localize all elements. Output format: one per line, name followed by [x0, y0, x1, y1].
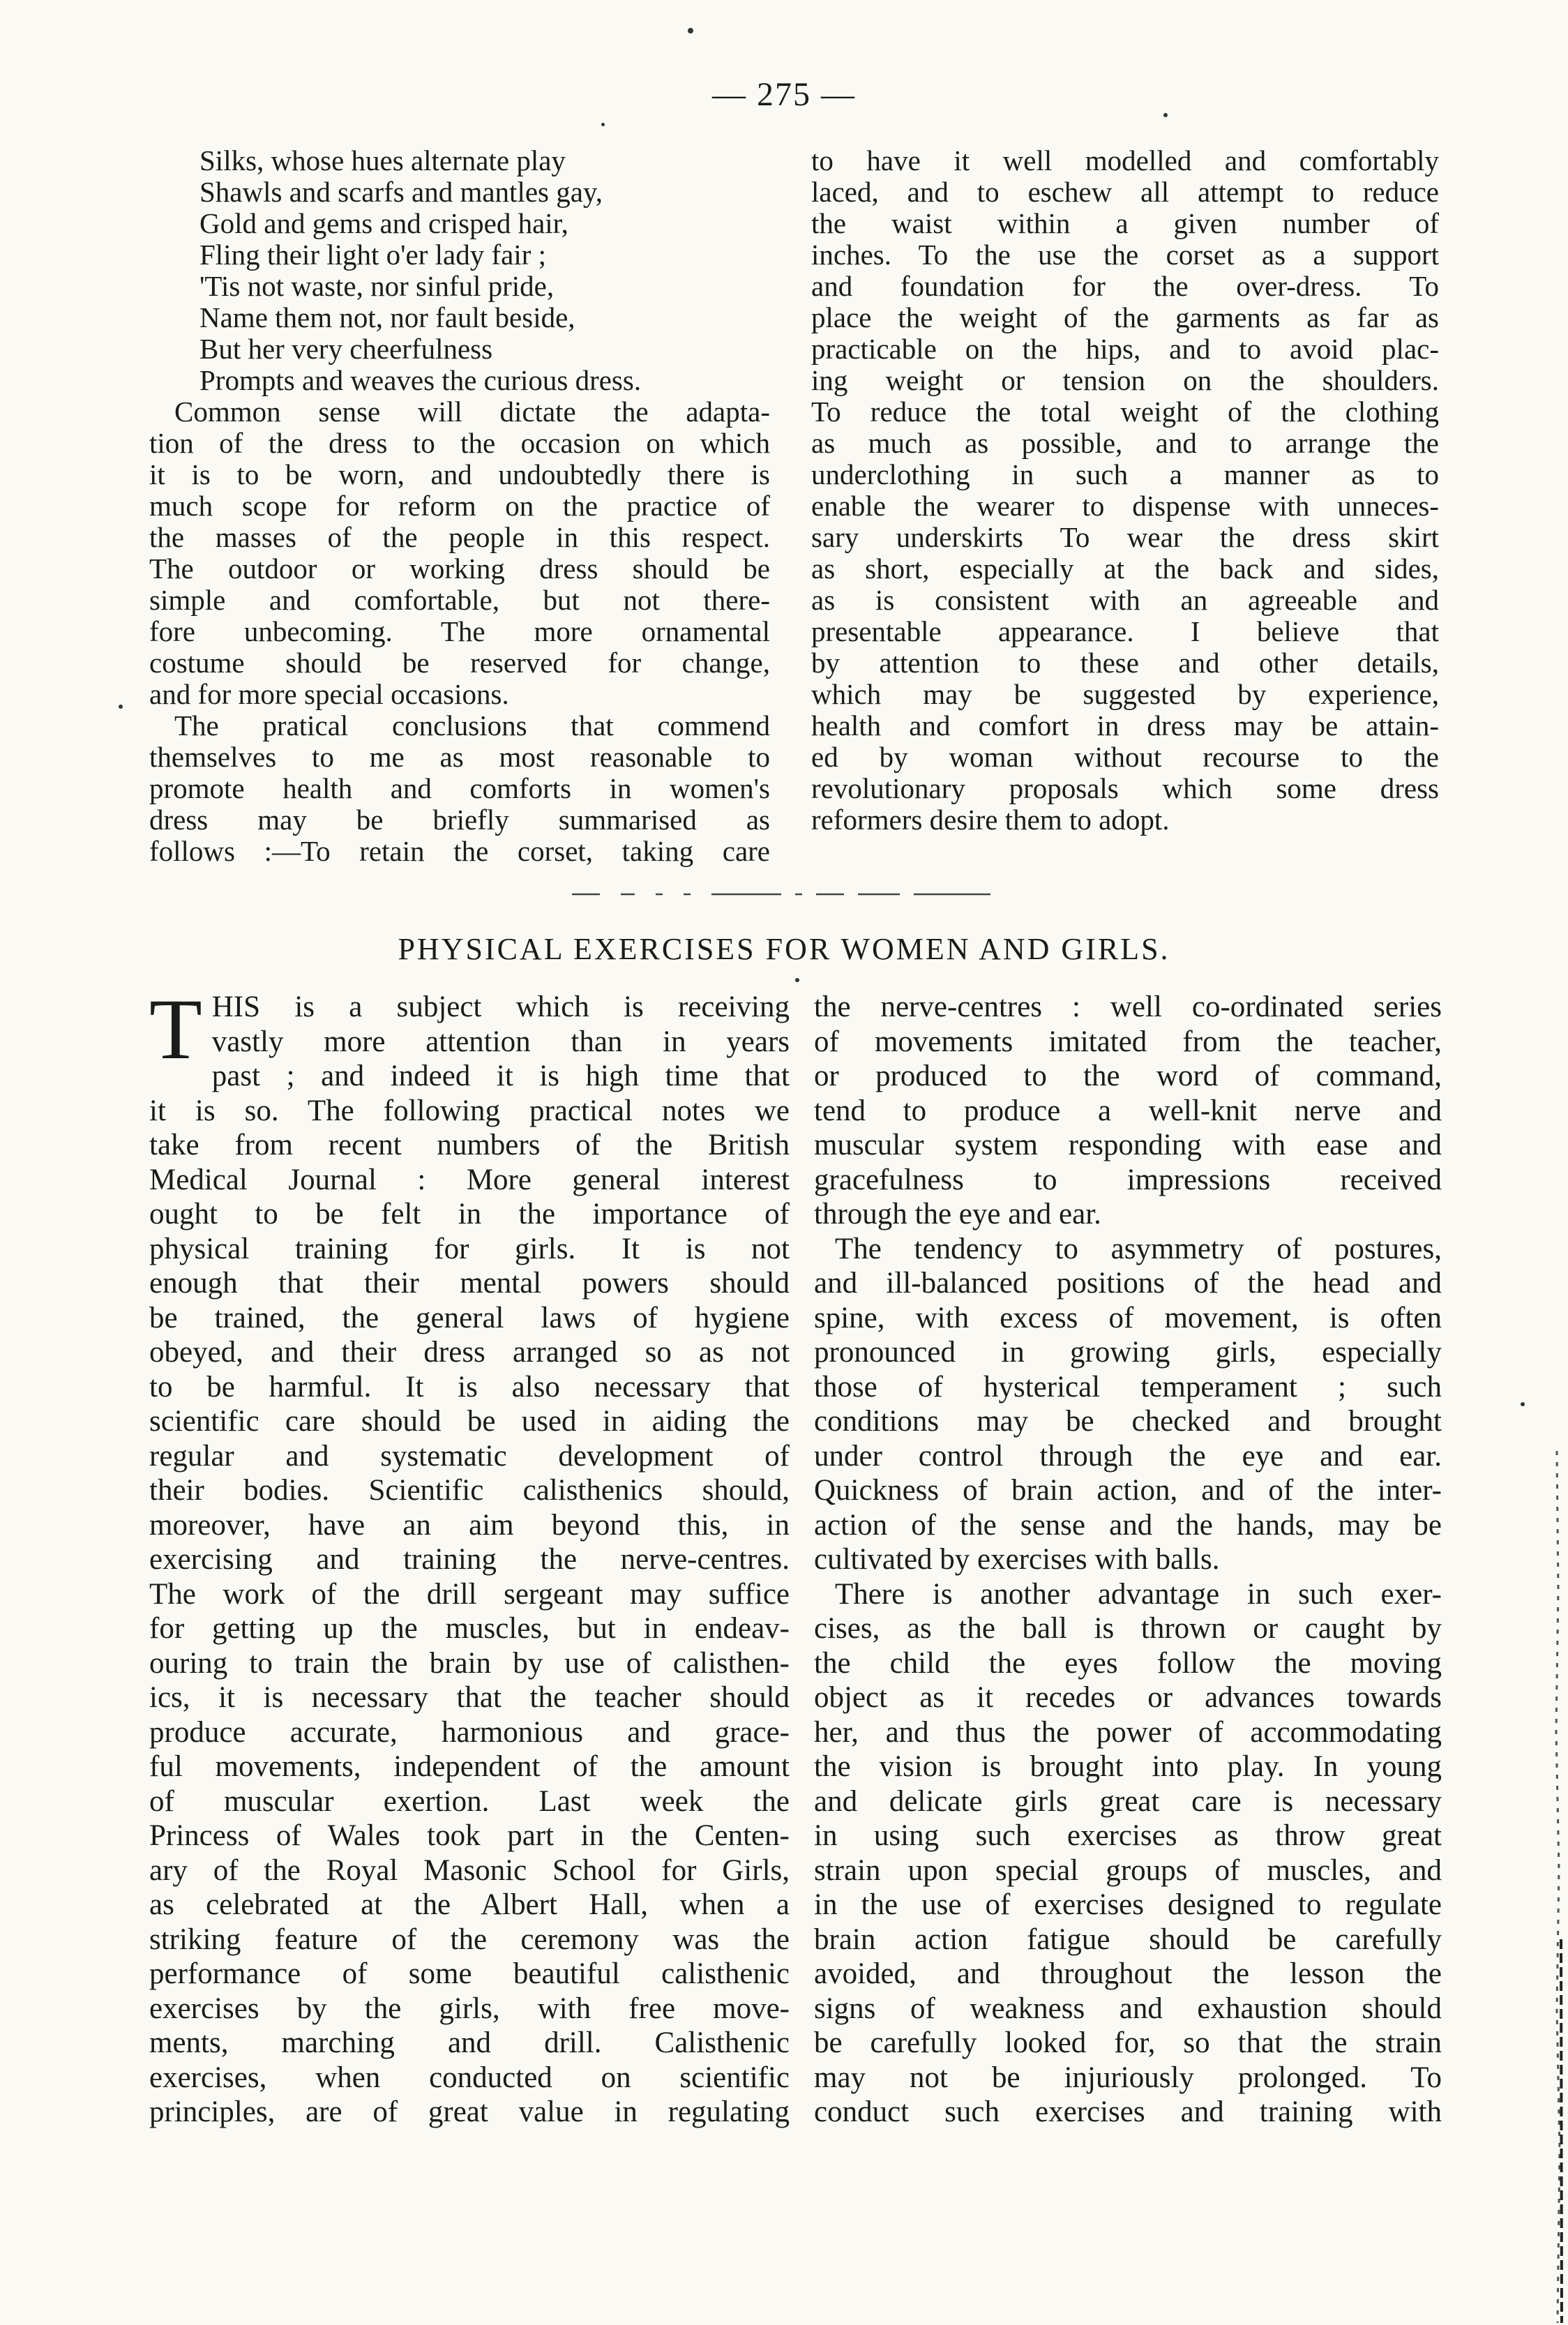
- text-line: as much as possible, and to arrange the: [811, 427, 1439, 459]
- text-line: exercising and training the nerve-centres.: [149, 1543, 790, 1576]
- scan-speck: [795, 978, 799, 982]
- text-line: laced, and to eschew all attempt to reduce: [811, 176, 1439, 208]
- text-line: which may be suggested by experience,: [811, 678, 1439, 710]
- text-line: vastly more attention than in years: [211, 1025, 790, 1058]
- text-line: tion of the dress to the occasion on which: [149, 427, 770, 459]
- text-line: conditions may be checked and brought: [814, 1405, 1442, 1438]
- section-divider: [572, 892, 1004, 896]
- text-line: muscular system responding with ease and: [814, 1129, 1442, 1161]
- text-line: as is consistent with an agreeable and: [811, 584, 1439, 616]
- text-line: to be harmful. It is also necessary that: [149, 1370, 790, 1404]
- text-line: moreover, have an aim beyond this, in: [149, 1508, 790, 1542]
- text-line: cises, as the ball is thrown or caught by: [814, 1612, 1442, 1645]
- text-line: those of hysterical temperament ; such: [814, 1370, 1442, 1404]
- text-line: under control through the eye and ear.: [814, 1439, 1442, 1473]
- text-line: the nerve-centres : well co-ordinated series: [814, 991, 1442, 1023]
- text-line: Medical Journal : More general interest: [149, 1163, 790, 1196]
- article-title: PHYSICAL EXERCISES FOR WOMEN AND GIRLS.: [398, 932, 1170, 966]
- text-line: health and comfort in dress may be attain-: [811, 709, 1439, 742]
- column-1: [149, 145, 770, 867]
- text-line: be carefully looked for, so that the strain: [814, 2026, 1442, 2059]
- text-line: ments, marching and drill. Calisthenic: [149, 2026, 790, 2059]
- text-line: inches. To the use the corset as a support: [811, 239, 1439, 271]
- text-line: or produced to the word of command,: [814, 1060, 1442, 1092]
- text-line: it is to be worn, and undoubtedly there is: [149, 458, 770, 490]
- text-line: past ; and indeed it is high time that: [211, 1060, 790, 1092]
- text-line: tend to produce a well-knit nerve and: [814, 1094, 1442, 1127]
- text-line: and ill-balanced positions of the head and: [814, 1267, 1442, 1300]
- text-line: There is another advantage in such exer-: [835, 1577, 1442, 1611]
- text-line: costume should be reserved for change,: [149, 647, 770, 679]
- text-line: simple and comfortable, but not there-: [149, 584, 770, 616]
- page-number: — 275 —: [712, 76, 856, 113]
- text-line: signs of weakness and exhaustion should: [814, 1992, 1442, 2025]
- text-line: for getting up the muscles, but in endeav-: [149, 1612, 790, 1645]
- poem-line: Shawls and scarfs and mantles gay,: [199, 176, 603, 208]
- text-line: ought to be felt in the importance of: [149, 1198, 790, 1231]
- text-line: action of the sense and the hands, may be: [814, 1508, 1442, 1542]
- text-line: pronounced in growing girls, especially: [814, 1336, 1442, 1369]
- text-line: Quickness of brain action, and of the inter-: [814, 1474, 1442, 1507]
- text-line: and foundation for the over-dress. To: [811, 270, 1439, 302]
- text-line: physical training for girls. It is not: [149, 1232, 790, 1265]
- text-line: their bodies. Scientific calisthenics should,: [149, 1474, 790, 1507]
- text-line: themselves to me as most reasonable to: [149, 741, 770, 773]
- text-line: the child the eyes follow the moving: [814, 1646, 1442, 1680]
- text-line: may not be injuriously prolonged. To: [814, 2061, 1442, 2094]
- text-line: striking feature of the ceremony was the: [149, 1923, 790, 1956]
- text-line: conduct such exercises and training with: [814, 2095, 1442, 2128]
- text-line: strain upon special groups of muscles, and: [814, 1853, 1442, 1887]
- poem-line: Silks, whose hues alternate play: [199, 144, 566, 176]
- text-line: ouring to train the brain by use of calisthen-: [149, 1646, 790, 1680]
- drop-cap: T: [149, 981, 202, 1077]
- poem-line: 'Tis not waste, nor sinful pride,: [199, 270, 555, 302]
- text-line: To reduce the total weight of the clothing: [811, 396, 1439, 428]
- text-line: underclothing in such a manner as to: [811, 458, 1439, 490]
- text-line: it is so. The following practical notes we: [149, 1094, 790, 1127]
- text-line: HIS is a subject which is receiving: [211, 991, 790, 1023]
- text-line: in using such exercises as throw great: [814, 1819, 1442, 1852]
- text-line: promote health and comforts in women's: [149, 772, 770, 804]
- text-line: take from recent numbers of the British: [149, 1129, 790, 1161]
- text-line: and for more special occasions.: [149, 678, 509, 710]
- text-line: enough that their mental powers should: [149, 1267, 790, 1300]
- poem-line: But her very cheerfulness: [199, 333, 493, 365]
- text-line: of movements imitated from the teacher,: [814, 1025, 1442, 1058]
- text-line: as short, especially at the back and sides,: [811, 552, 1439, 585]
- poem-line: Gold and gems and crisped hair,: [199, 207, 568, 239]
- text-line: The work of the drill sergeant may suffice: [149, 1577, 790, 1611]
- article-column-right: [814, 990, 1442, 2130]
- text-line: by attention to these and other details,: [811, 647, 1439, 679]
- text-line: exercises by the girls, with free move-: [149, 1992, 790, 2025]
- scan-speck: [1163, 113, 1168, 117]
- text-line: presentable appearance. I believe that: [811, 615, 1439, 647]
- text-line: through the eye and ear.: [814, 1198, 1101, 1231]
- text-line: spine, with excess of movement, is often: [814, 1301, 1442, 1334]
- text-line: the vision is brought into play. In young: [814, 1750, 1442, 1783]
- text-line: in the use of exercises designed to regulate: [814, 1888, 1442, 1921]
- text-line: brain action fatigue should be carefully: [814, 1923, 1442, 1956]
- poem: [149, 145, 770, 396]
- text-line: principles, are of great value in regulating: [149, 2095, 790, 2128]
- text-line: the waist within a given number of: [811, 207, 1439, 239]
- poem-line: Name them not, nor fault beside,: [199, 301, 575, 333]
- text-line: The outdoor or working dress should be: [149, 552, 770, 585]
- text-line: cultivated by exercises with balls.: [814, 1543, 1220, 1576]
- text-line: scientific care should be used in aiding the: [149, 1405, 790, 1438]
- text-line: ary of the Royal Masonic School for Girls,: [149, 1853, 790, 1887]
- text-line: reformers desire them to adopt.: [811, 804, 1170, 836]
- text-line: obeyed, and their dress arranged so as not: [149, 1336, 790, 1369]
- text-line: dress may be briefly summarised as: [149, 804, 770, 836]
- text-line: Princess of Wales took part in the Centen-: [149, 1819, 790, 1852]
- column-2: [811, 145, 1439, 836]
- text-line: ful movements, independent of the amount: [149, 1750, 790, 1783]
- text-line: gracefulness to impressions received: [814, 1163, 1442, 1196]
- text-line: ics, it is necessary that the teacher should: [149, 1681, 790, 1714]
- text-line: revolutionary proposals which some dress: [811, 772, 1439, 804]
- scan-speck: [119, 705, 123, 709]
- text-line: be trained, the general laws of hygiene: [149, 1301, 790, 1334]
- scan-speck: [601, 123, 605, 126]
- text-line: enable the wearer to dispense with unneces-: [811, 490, 1439, 522]
- text-line: The pratical conclusions that commend: [174, 709, 770, 742]
- text-line: ing weight or tension on the shoulders.: [811, 364, 1439, 396]
- text-line: and delicate girls great care is necessary: [814, 1784, 1442, 1818]
- text-line: ed by woman without recourse to the: [811, 741, 1439, 773]
- text-line: avoided, and throughout the lesson the: [814, 1957, 1442, 1990]
- poem-line: Fling their light o'er lady fair ;: [199, 239, 547, 271]
- text-line: exercises, when conducted on scientific: [149, 2061, 790, 2094]
- text-line: follows :—To retain the corset, taking care: [149, 835, 770, 867]
- text-line: produce accurate, harmonious and grace-: [149, 1715, 790, 1749]
- text-line: of muscular exertion. Last week the: [149, 1784, 790, 1818]
- text-line: as celebrated at the Albert Hall, when a: [149, 1888, 790, 1921]
- scan-speck: [688, 28, 693, 33]
- text-line: Common sense will dictate the adapta-: [174, 396, 770, 428]
- text-line: regular and systematic development of: [149, 1439, 790, 1473]
- article-column-left: [149, 981, 790, 2130]
- page-edge-shadow: [1543, 1451, 1564, 2323]
- poem-line: Prompts and weaves the curious dress.: [199, 364, 642, 396]
- text-line: fore unbecoming. The more ornamental: [149, 615, 770, 647]
- text-line: sary underskirts To wear the dress skirt: [811, 521, 1439, 553]
- text-line: object as it recedes or advances towards: [814, 1681, 1442, 1714]
- text-line: performance of some beautiful calisthenic: [149, 1957, 790, 1990]
- scan-speck: [1521, 1402, 1525, 1406]
- text-line: The tendency to asymmetry of postures,: [835, 1232, 1442, 1265]
- text-line: place the weight of the garments as far as: [811, 301, 1439, 333]
- text-line: her, and thus the power of accommodating: [814, 1715, 1442, 1749]
- prose-paragraphs: [149, 396, 770, 867]
- text-line: to have it well modelled and comfortably: [811, 144, 1439, 176]
- text-line: practicable on the hips, and to avoid plac-: [811, 333, 1439, 365]
- text-line: the masses of the people in this respect.: [149, 521, 770, 553]
- text-line: much scope for reform on the practice of: [149, 490, 770, 522]
